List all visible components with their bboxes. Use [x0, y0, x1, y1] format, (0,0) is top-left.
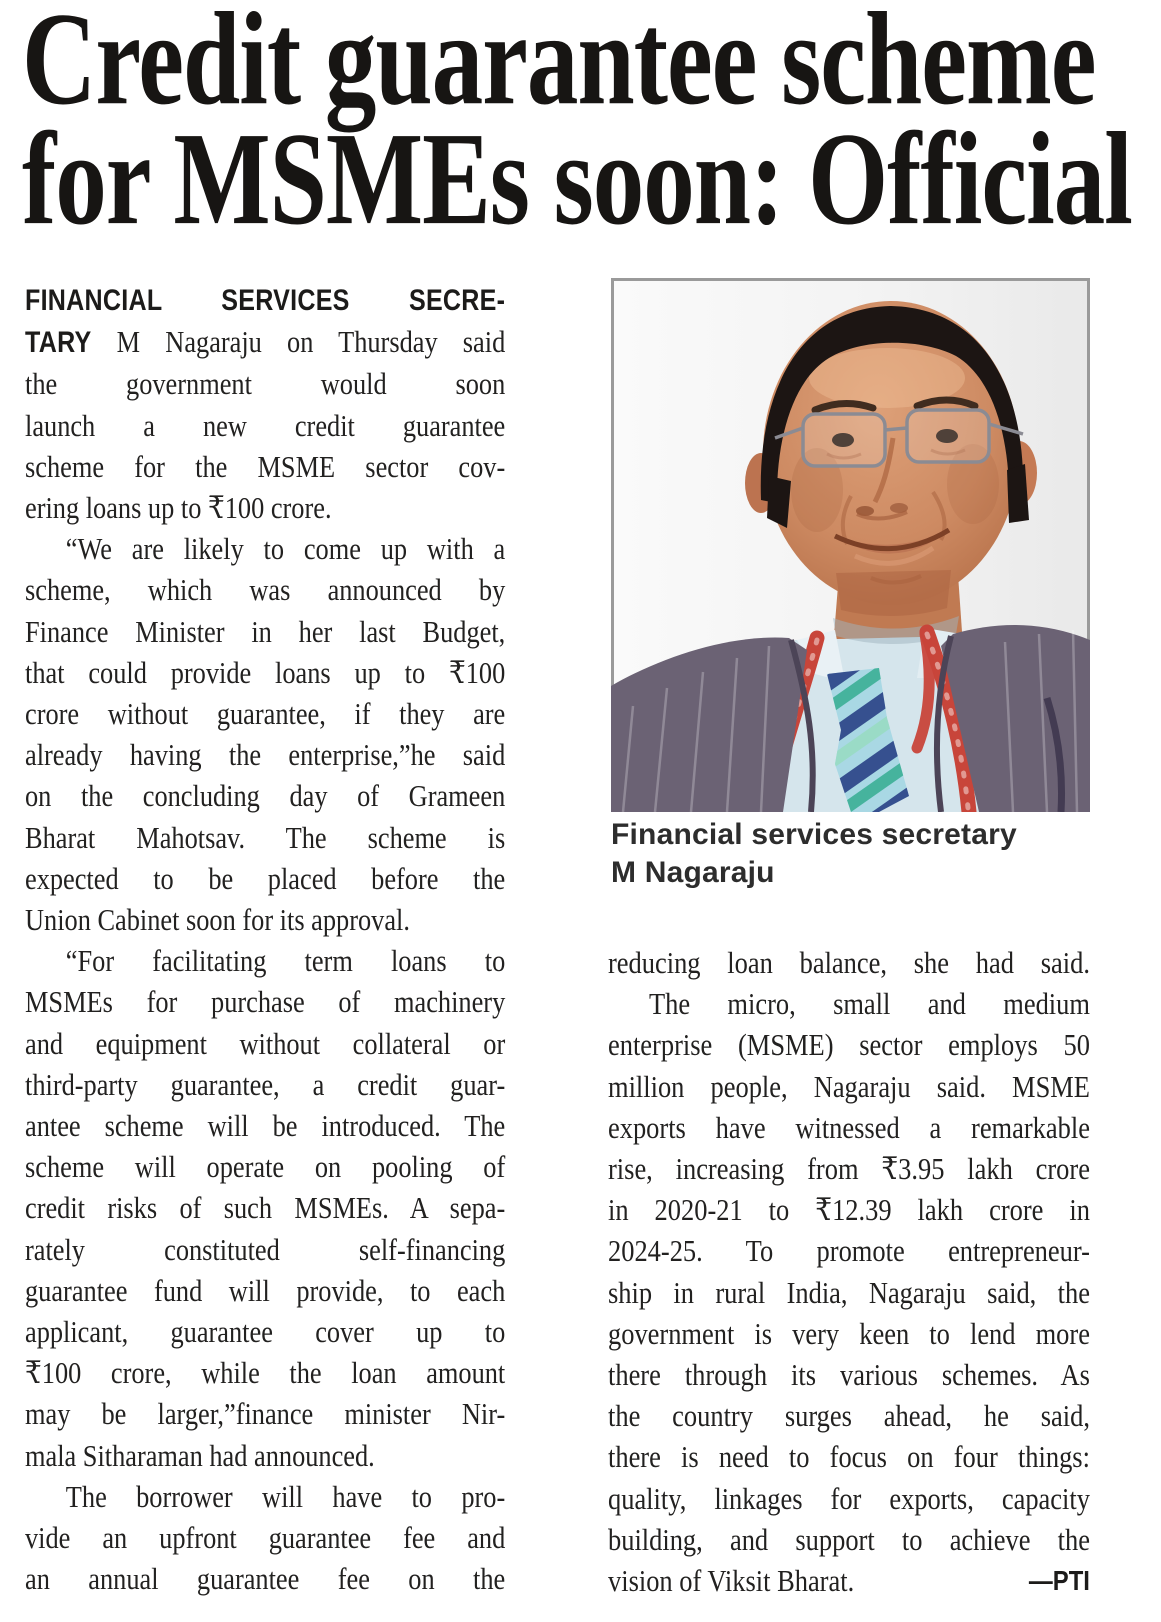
left-column-lines — [25, 280, 505, 1600]
article-headline — [22, 0, 1157, 253]
body-line: credit risks of such MSMEs. A sepa- — [25, 1190, 506, 1226]
body-line: building, and support to achieve the — [608, 1521, 1090, 1557]
agency-credit: —PTI — [1028, 1565, 1090, 1597]
body-line: third-party guarantee, a credit guar- — [25, 1066, 506, 1102]
body-line: in 2020-21 to ₹12.39 lakh crore in — [608, 1192, 1090, 1228]
body-line: rise, increasing from ₹3.95 lakh crore — [608, 1151, 1090, 1187]
body-line: “We are likely to come up with a — [65, 531, 506, 567]
body-line: the country surges ahead, he said, — [608, 1398, 1090, 1434]
body-line: TARY M Nagaraju on Thursday said — [25, 324, 506, 360]
body-line: Bharat Mahotsav. The scheme is — [25, 819, 506, 855]
body-line: rately constituted self-financing — [25, 1231, 506, 1267]
body-line: enterprise (MSME) sector employs 50 — [608, 1027, 1090, 1063]
body-line: crore without guarantee, if they are — [25, 696, 506, 732]
body-line: scheme, which was announced by — [25, 572, 506, 608]
body-line: on the concluding day of Grameen — [25, 778, 506, 814]
body-line: mala Sitharaman had announced. — [25, 1437, 375, 1473]
body-line: there is need to focus on four things: — [608, 1439, 1090, 1475]
body-line: “For facilitating term loans to — [65, 943, 506, 979]
portrait-photo — [611, 278, 1090, 812]
portrait-photo-svg — [611, 278, 1090, 812]
right-text-column — [608, 942, 1090, 1601]
body-line: already having the enterprise,”he said — [25, 737, 506, 773]
body-line: ₹100 crore, while the loan amount — [25, 1355, 506, 1391]
caption-line-1: Financial services secretary — [611, 818, 1017, 851]
body-line: million people, Nagaraju said. MSME — [608, 1068, 1090, 1104]
caption-line-2: M Nagaraju — [611, 856, 775, 889]
body-line: exports have witnessed a remarkable — [608, 1109, 1090, 1145]
body-line: The micro, small and medium — [648, 986, 1090, 1022]
body-line: scheme for the MSME sector cov- — [25, 448, 506, 484]
body-line: and equipment without collateral or — [25, 1025, 506, 1061]
body-line: FINANCIAL SERVICES SECRE- — [25, 284, 506, 317]
body-line: an annual guarantee fee on the — [25, 1561, 506, 1597]
body-line: government is very keen to lend more — [608, 1315, 1090, 1351]
lead-in-bold: TARY — [25, 326, 92, 360]
body-line: 2024-25. To promote entrepreneur- — [608, 1233, 1090, 1269]
left-text-column — [25, 280, 505, 1600]
body-line: ship in rural India, Nagaraju said, the — [608, 1274, 1090, 1310]
body-line: Union Cabinet soon for its approval. — [25, 902, 410, 938]
photo-caption — [611, 816, 1093, 892]
body-line: launch a new credit guarantee — [25, 407, 506, 443]
body-line: —PTI vision of Viksit Bharat. — [608, 1560, 1090, 1601]
right-column-lines — [608, 942, 1090, 1601]
body-line: guarantee fund will provide, to each — [25, 1272, 506, 1308]
body-line: scheme will operate on pooling of — [25, 1149, 506, 1185]
headline-line-2: for MSMEs soon: Official — [22, 105, 1132, 253]
body-line: expected to be placed before the — [25, 860, 506, 896]
body-line: may be larger,”finance minister Nir- — [25, 1396, 506, 1432]
body-line: antee scheme will be introduced. The — [25, 1108, 506, 1144]
body-line: applicant, guarantee cover up to — [25, 1314, 506, 1350]
body-line: quality, linkages for exports, capacity — [608, 1480, 1090, 1516]
body-line: that could provide loans up to ₹100 — [25, 654, 506, 690]
body-line: The borrower will have to pro- — [65, 1478, 506, 1514]
body-line: ering loans up to ₹100 crore. — [25, 490, 332, 526]
body-line: reducing loan balance, she had said. — [608, 945, 1090, 980]
body-line: MSMEs for purchase of machinery — [25, 984, 506, 1020]
body-line: Finance Minister in her last Budget, — [25, 613, 506, 649]
headline-line-1: Credit guarantee scheme — [22, 0, 1096, 133]
body-line: vide an upfront guarantee fee and — [25, 1520, 506, 1556]
body-line: the government would soon — [25, 366, 506, 402]
body-line: there through its various schemes. As — [608, 1357, 1090, 1393]
